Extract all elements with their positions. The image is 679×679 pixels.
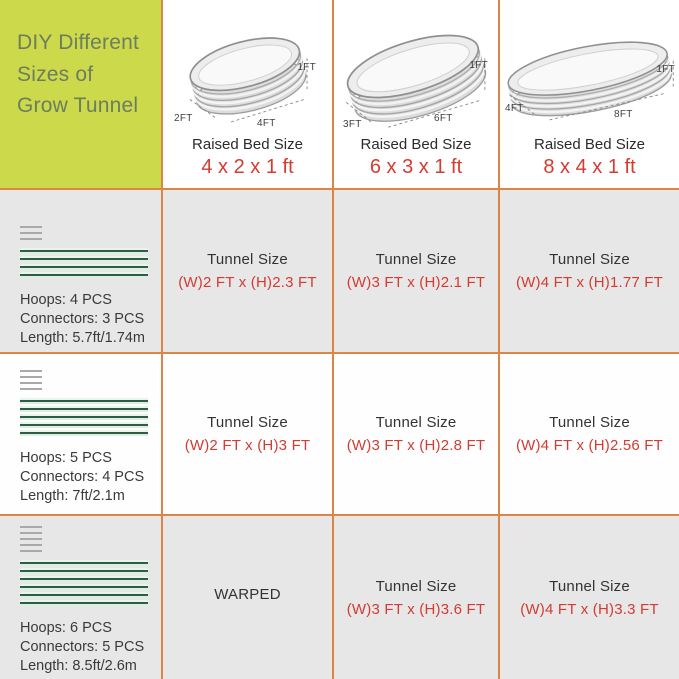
- raised-bed-size-title: Raised Bed Size: [360, 136, 472, 153]
- tunnel-size-title: Tunnel Size: [549, 251, 630, 268]
- raised-bed-cell-1: [161, 0, 332, 188]
- warped-label: WARPED: [214, 586, 281, 603]
- kit-info-cell-2: [0, 352, 161, 514]
- raised-bed-size-value: 4 x 2 x 1 ft: [201, 156, 294, 178]
- raised-bed-image: [334, 22, 498, 132]
- hoop-lines-graphic: [20, 398, 161, 436]
- tunnel-cell: [498, 352, 679, 514]
- bed-width-label: 2FT: [174, 113, 193, 124]
- hoop-lines-graphic: [20, 560, 161, 606]
- tunnel-size-value: (W)3 FT x (H)2.1 FT: [346, 274, 486, 291]
- length-label: Length: 8.5ft/2.6m: [20, 658, 137, 675]
- bed-height-label: 1FT: [469, 60, 488, 71]
- raised-bed-figure: [334, 0, 498, 134]
- tunnel-size-title: Tunnel Size: [375, 251, 457, 268]
- raised-bed-cell-2: [332, 0, 498, 188]
- title-panel: [0, 0, 161, 188]
- raised-bed-figure: [163, 0, 332, 134]
- tunnel-cell: [332, 188, 498, 352]
- tunnel-size-title: Tunnel Size: [207, 251, 288, 268]
- raised-bed-image: [502, 30, 678, 126]
- tunnel-cell: [498, 514, 679, 679]
- bed-height-label: 1FT: [656, 64, 675, 75]
- raised-bed-figure: [500, 0, 679, 134]
- hoop-lines-graphic: [20, 248, 161, 278]
- raised-bed-size-value: 8 x 4 x 1 ft: [543, 156, 636, 178]
- warped-cell: [161, 514, 332, 679]
- hoops-label: Hoops: 6 PCS: [20, 620, 112, 636]
- page-title: DIY Different Sizes of Grow Tunnel: [17, 31, 140, 117]
- tunnel-size-value: (W)3 FT x (H)3.6 FT: [346, 600, 486, 618]
- tunnel-size-title: Tunnel Size: [549, 414, 630, 431]
- tunnel-size-title: Tunnel Size: [375, 414, 457, 431]
- tunnel-cell: [332, 352, 498, 514]
- tunnel-size-value: (W)4 FT x (H)3.3 FT: [520, 600, 659, 618]
- tunnel-size-value: (W)2 FT x (H)2.3 FT: [178, 274, 317, 291]
- connectors-label: Connectors: 4 PCS: [20, 469, 145, 486]
- tunnel-size-value: (W)2 FT x (H)3 FT: [184, 437, 311, 454]
- connector-lines-graphic: [20, 226, 161, 240]
- tunnel-cell: [161, 188, 332, 352]
- tunnel-cell: [332, 514, 498, 679]
- connector-lines-graphic: [20, 526, 161, 552]
- hoops-label: Hoops: 4 PCS: [20, 292, 112, 308]
- bed-width-label: 4FT: [505, 103, 524, 114]
- kit-info-cell-1: [0, 188, 161, 352]
- length-label: Length: 7ft/2.1m: [20, 488, 125, 505]
- raised-bed-size-title: Raised Bed Size: [192, 136, 303, 153]
- raised-bed-size-value: 6 x 3 x 1 ft: [369, 156, 463, 178]
- raised-bed-size-title: Raised Bed Size: [534, 136, 645, 153]
- bed-length-label: 4FT: [257, 118, 276, 129]
- raised-bed-image: [173, 24, 323, 128]
- connector-lines-graphic: [20, 370, 161, 390]
- hoops-label: Hoops: 5 PCS: [20, 450, 112, 466]
- connectors-label: Connectors: 3 PCS: [20, 311, 145, 328]
- length-label: Length: 5.7ft/1.74m: [20, 330, 145, 347]
- kit-info-cell-3: [0, 514, 161, 679]
- tunnel-size-value: (W)4 FT x (H)2.56 FT: [515, 437, 664, 454]
- connectors-label: Connectors: 5 PCS: [20, 639, 145, 656]
- tunnel-size-title: Tunnel Size: [549, 577, 630, 595]
- tunnel-size-title: Tunnel Size: [375, 577, 457, 595]
- tunnel-size-value: (W)4 FT x (H)1.77 FT: [515, 274, 664, 291]
- bed-width-label: 3FT: [343, 119, 362, 130]
- tunnel-cell: [498, 188, 679, 352]
- tunnel-size-title: Tunnel Size: [207, 414, 288, 431]
- bed-length-label: 8FT: [614, 109, 633, 120]
- bed-height-label: 1FT: [297, 62, 316, 73]
- raised-bed-cell-3: [498, 0, 679, 188]
- bed-length-label: 6FT: [434, 113, 453, 124]
- tunnel-size-value: (W)3 FT x (H)2.8 FT: [346, 437, 486, 454]
- tunnel-cell: [161, 352, 332, 514]
